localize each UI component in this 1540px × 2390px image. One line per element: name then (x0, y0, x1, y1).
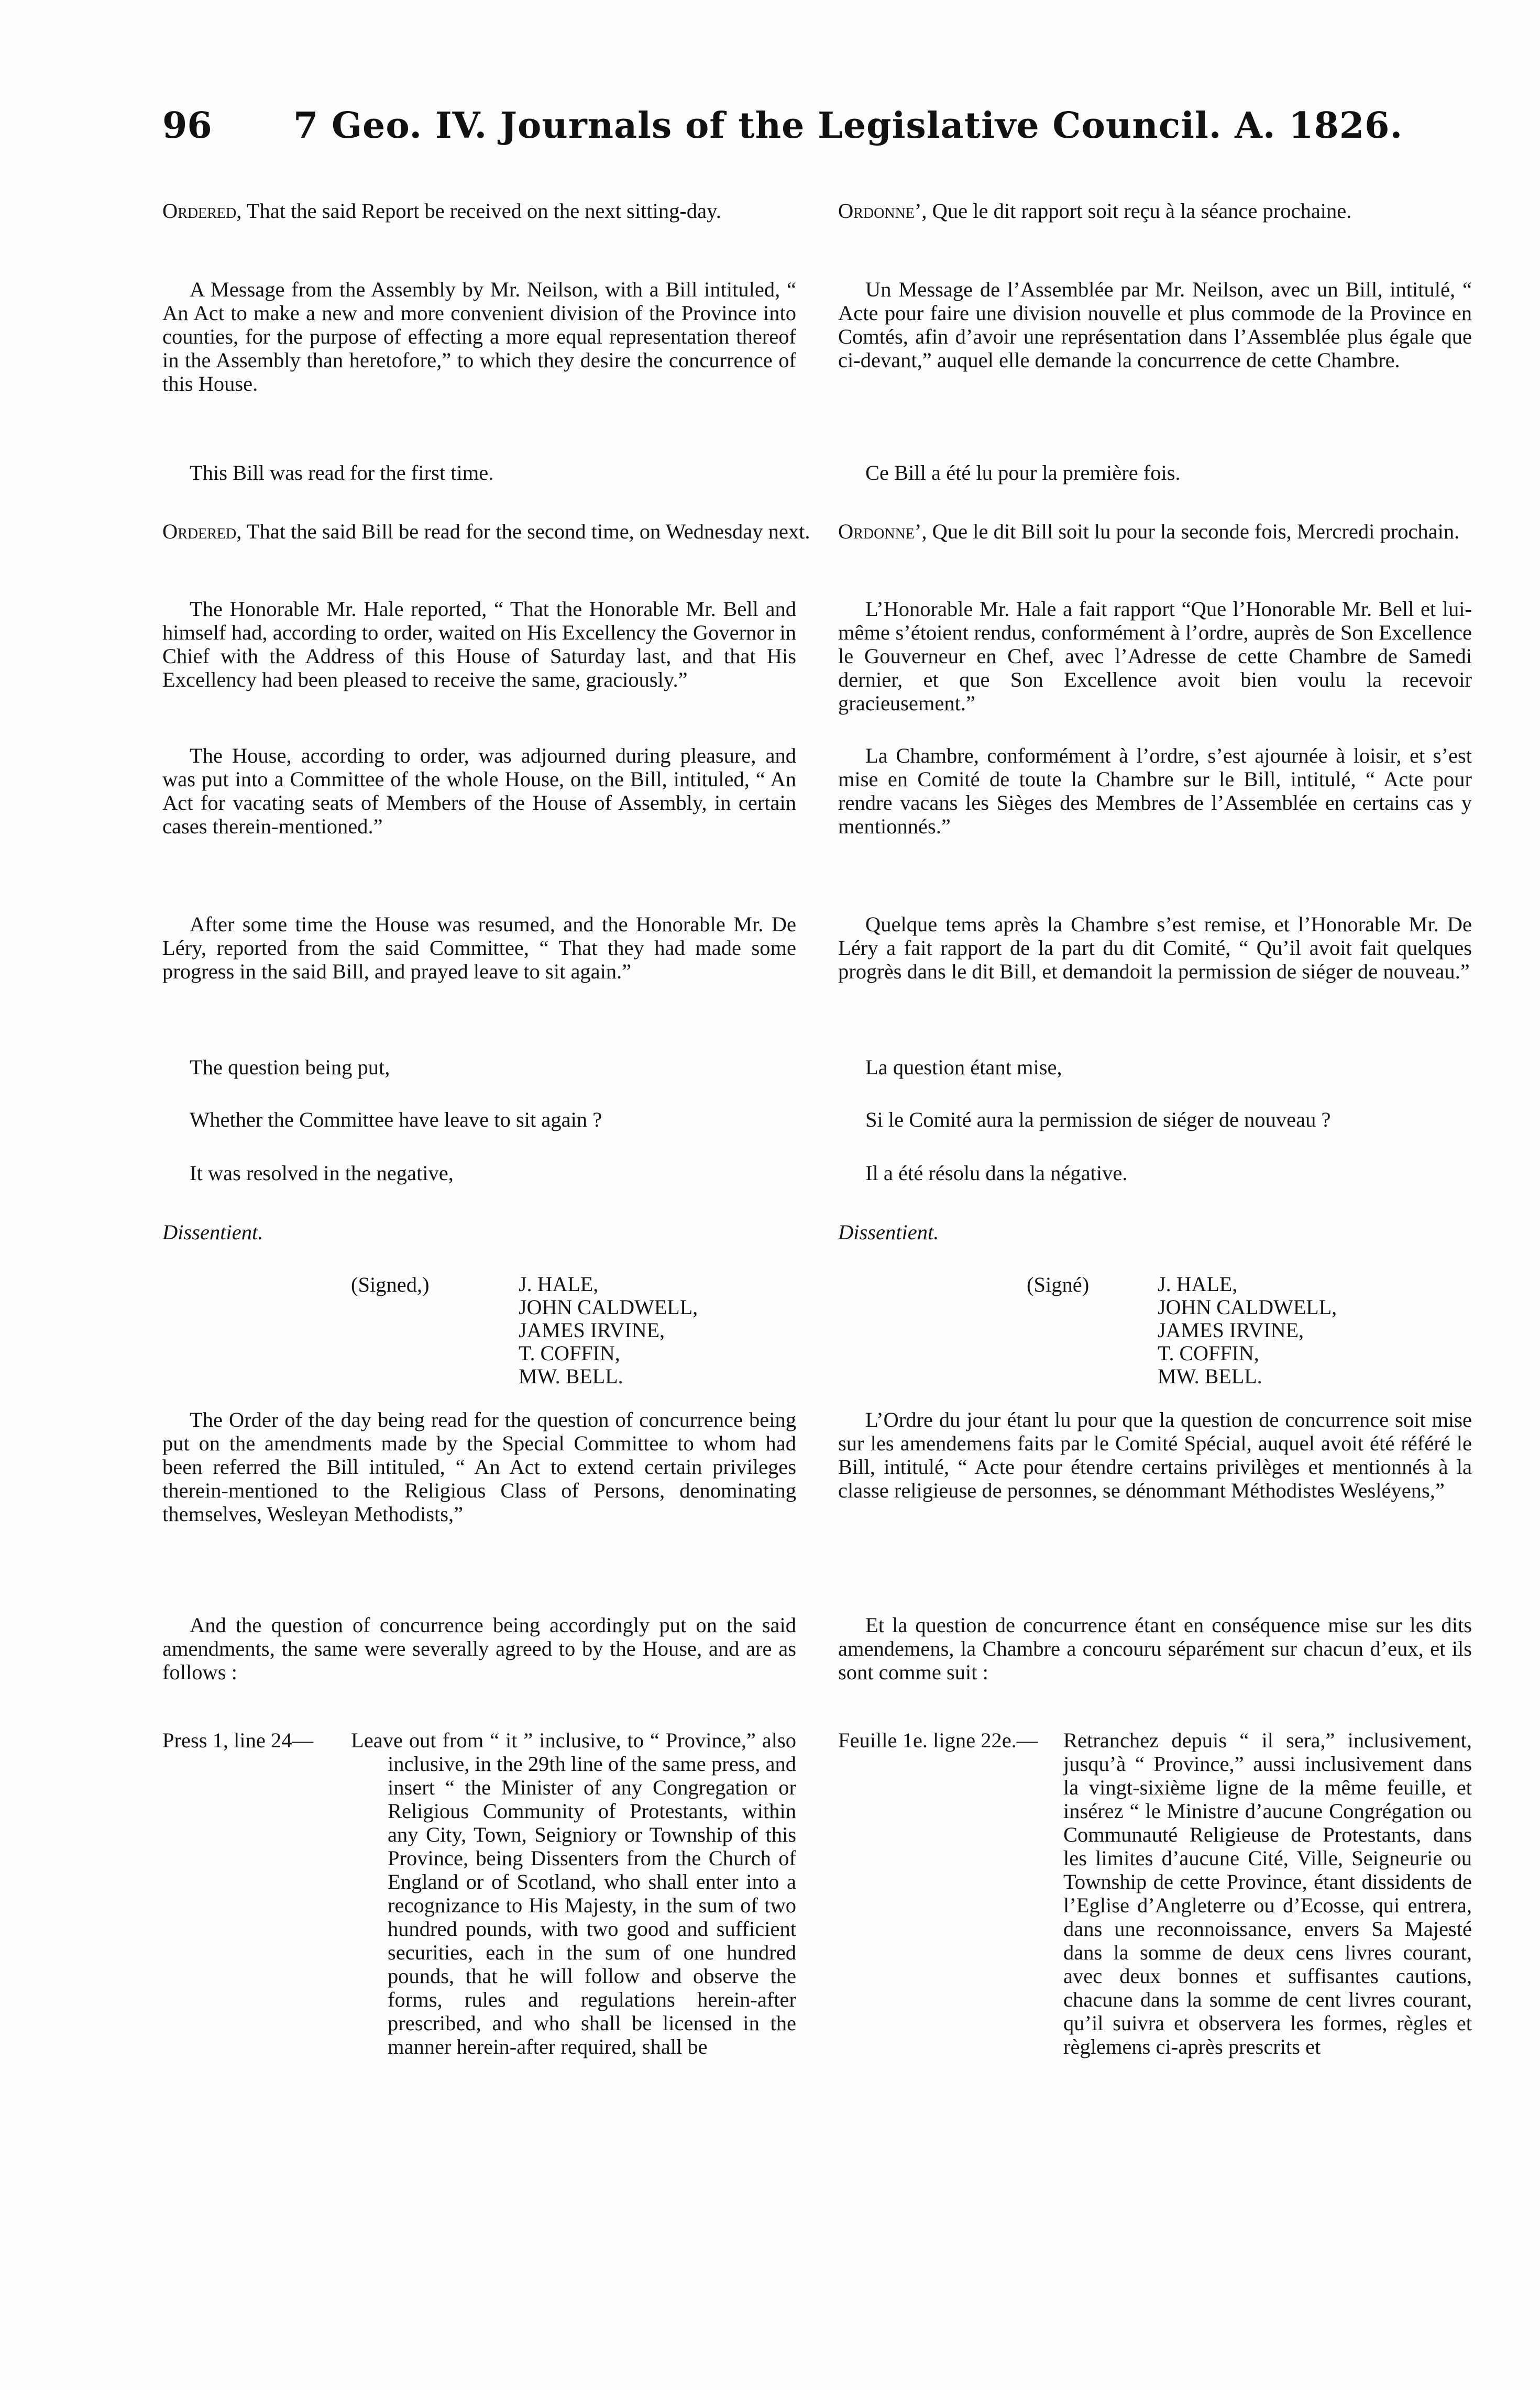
fr-signatories (1158, 1273, 1337, 1388)
fr-resumed: Quelque tems après la Chambre s’est remise, et l’Honorable Mr. De Léry a fait rapport de la part du dit Comité, “ Qu’il avoit fait quelques progrès dans le dit Bill, et demandoit la permission de siéger de nouveau.” (838, 912, 1472, 983)
fr-dissentient: Dissentient. (838, 1220, 939, 1244)
en-signed-label: (Signed,) (351, 1273, 430, 1296)
en-hale-report: The Honorable Mr. Hale reported, “ That the Honorable Mr. Bell and himself had, according to order, waited on His Excellency the Governor in Chief with the Address of this House of Saturday last, and that His Excellency had been pleased to receive the same, graciously.” (162, 597, 796, 691)
ordered-label: Ordered, (162, 199, 242, 223)
signatory: T. COFFIN, (1158, 1341, 1259, 1365)
en-message-bill: A Message from the Assembly by Mr. Neilson, with a Bill intituled, “ An Act to make a new and more convenient division of the Province into counties, for the purpose of effecting a more equal representation thereof in the Assembly than heretofore,” to which they desire the concurrence of this House. (162, 278, 796, 395)
ordered-label: Ordonne’, (838, 520, 927, 543)
fr-question: Si le Comité aura la permission de siéger de nouveau ? (865, 1108, 1331, 1131)
signatory: MW. BELL. (519, 1364, 623, 1388)
en-ordered-second-reading (162, 520, 827, 543)
en-concurrence: And the question of concurrence being accordingly put on the said amendments, the same were severally agreed to by the House, and are as follows : (162, 1613, 796, 1684)
en-resumed: After some time the House was resumed, and the Honorable Mr. De Léry, reported from the said Committee, “ That they had made some progress in the said Bill, and prayed leave to sit again.” (162, 912, 796, 983)
signatory: J. HALE, (519, 1272, 599, 1296)
fr-amend-head: Feuille 1e. ligne 22e.— (838, 1728, 1038, 1752)
paragraph-text: That the said Report be received on the next sitting-day. (246, 199, 721, 223)
paragraph-text: Que le dit Bill soit lu pour la seconde fois, Mercredi prochain. (932, 520, 1460, 543)
fr-committee: La Chambre, conformément à l’ordre, s’est ajournée à loisir, et s’est mise en Comité de toute la Chambre sur le Bill, intitulé, “ Acte pour rendre vacans les Sièges des Membres de l’Assemblée en certains cas y mentionnés.” (838, 744, 1472, 838)
fr-hale-report: L’Honorable Mr. Hale a fait rapport “Que l’Honorable Mr. Bell et lui-même s’étoient rendus, conformément à l’ordre, auprès de Son Excellence le Gouverneur en Chef, avec l’Adresse de cette Chambre de Samedi dernier, et que Son Excellence avoit bien voulu la recevoir gracieusement.” (838, 597, 1472, 715)
en-order-of-day: The Order of the day being read for the question of concurrence being put on the amendments made by the Special Committee to whom had been referred the Bill intituled, “ An Act to extend certain privileges therein-mentioned to the Religious Class of Persons, denominating themselves, Wesleyan Methodists,” (162, 1408, 796, 1526)
amendment-body: Leave out from “ it ” inclusive, to “ Province,” also inclusive, in the 29th line of the same press, and insert “ the Minister of any Congregation or Religious Community of Protestants, within any City, Town, Seigniory or Township of this Province, being Dissenters from the Church of England or of Scotland, who shall enter into a recognizance to His Majesty, in the sum of two hundred pounds, with two good and sufficient securities, each in the sum of one hundred pounds, that he will follow and observe the forms, rules and regulations herein-after prescribed, and who shall be licensed in the manner herein-after required, shall be (351, 1728, 796, 2058)
signatory: JAMES IRVINE, (1158, 1318, 1304, 1342)
amendment-body: Retranchez depuis “ il sera,” inclusivement, jusqu’à “ Province,” aussi inclusivement dans la vingt-sixième ligne de la même feuille, et insérez “ le Ministre d’aucune Congrégation ou Communauté Religieuse de Protestants, dans les limites d’aucune Cité, Ville, Seigneurie ou Township de cette Province, étant dissidents de l’Eglise d’Angleterre ou d’Ecosse, qui entrera, dans une reconnoissance, envers Sa Majesté dans la somme de deux cens livres courant, avec deux bonnes et suffisantes cautions, chacune dans la somme de cent livres courant, qu’il suivra et observera les formes, règles et règlemens ci-après prescrits et (1063, 1728, 1472, 2058)
fr-ordered-report (838, 199, 1502, 223)
ordered-label: Ordered, (162, 520, 242, 543)
en-amend-text (351, 1728, 796, 2058)
en-amend-head: Press 1, line 24— (162, 1728, 313, 1752)
signatory: JOHN CALDWELL, (1158, 1295, 1337, 1319)
en-first-reading: This Bill was read for the first time. (190, 461, 494, 484)
fr-concurrence: Et la question de concurrence étant en conséquence mise sur les dits amendemens, la Chambre a concouru séparément sur chacun d’eux, et ils sont comme suit : (838, 1613, 1472, 1684)
fr-amend-text (1063, 1728, 1472, 2058)
signatory: J. HALE, (1158, 1272, 1238, 1296)
paragraph-text: Que le dit rapport soit reçu à la séance prochaine. (932, 199, 1352, 223)
signatory: T. COFFIN, (519, 1341, 620, 1365)
signatory: JAMES IRVINE, (519, 1318, 665, 1342)
fr-ordered-second-reading (838, 520, 1502, 543)
fr-signed-label: (Signé) (1027, 1273, 1090, 1296)
en-dissentient: Dissentient. (162, 1220, 263, 1244)
ordered-label: Ordonne’, (838, 199, 927, 223)
paragraph-text: That the said Bill be read for the second time, on Wednesday next. (246, 520, 810, 543)
fr-resolved: Il a été résolu dans la négative. (865, 1161, 1128, 1185)
fr-first-reading: Ce Bill a été lu pour la première fois. (865, 461, 1181, 484)
en-committee: The House, according to order, was adjourned during pleasure, and was put into a Committee of the whole House, on the Bill, intituled, “ An Act for vacating seats of Members of the House of Assembly, in certain cases therein-mentioned.” (162, 744, 796, 838)
signatory: JOHN CALDWELL, (519, 1295, 698, 1319)
en-question: Whether the Committee have leave to sit again ? (190, 1108, 602, 1131)
fr-question-put: La question étant mise, (865, 1055, 1062, 1079)
en-ordered-report (162, 199, 827, 223)
running-title: 7 Geo. IV. Journals of the Legislative Council. A. 1826. (293, 105, 1403, 147)
fr-order-of-day: L’Ordre du jour étant lu pour que la question de concurrence soit mise sur les amendemens faits par le Comité Spécial, auquel avoit été référé le Bill, intitulé, “ Acte pour étendre certains privilèges et mentionnés à la classe religieuse de personnes, se dénommant Méthodistes Wesléyens,” (838, 1408, 1472, 1502)
signatory: MW. BELL. (1158, 1364, 1262, 1388)
page-number: 96 (162, 105, 212, 147)
fr-message-bill: Un Message de l’Assemblée par Mr. Neilson, avec un Bill, intitulé, “ Acte pour faire une division nouvelle et plus commode de la Province en Comtés, afin d’avoir une représentation dans l’Assemblée plus égale que ci-devant,” auquel elle demande la concurrence de cette Chambre. (838, 278, 1472, 372)
page-header (162, 105, 1435, 162)
en-question-put: The question being put, (190, 1055, 390, 1079)
en-resolved: It was resolved in the negative, (190, 1161, 454, 1185)
en-signatories (519, 1273, 698, 1388)
